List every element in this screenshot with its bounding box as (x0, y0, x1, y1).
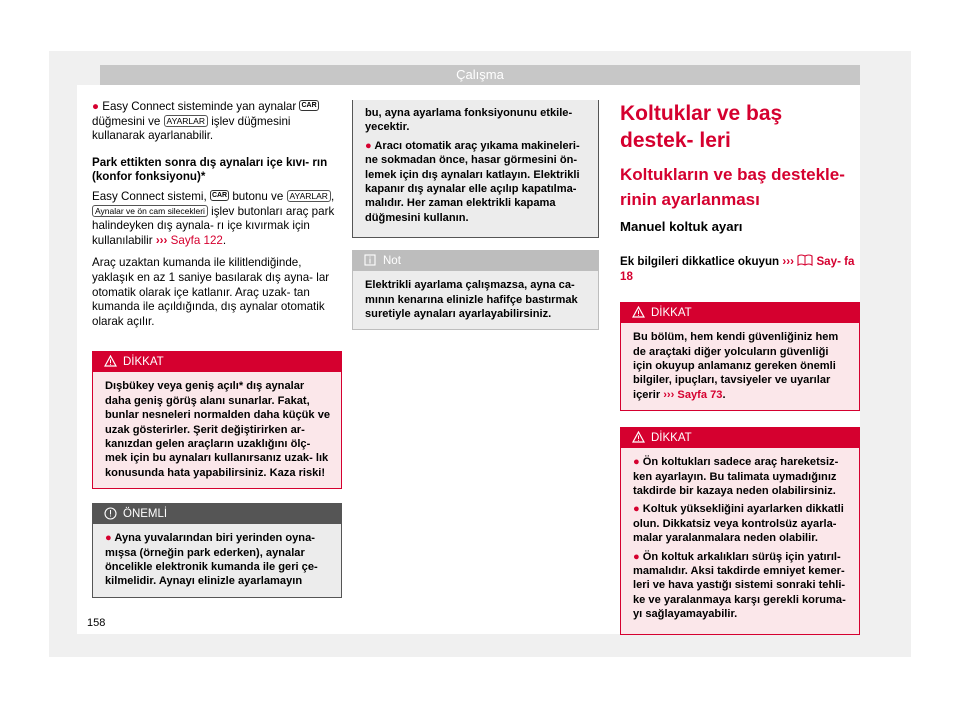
text: . (222, 233, 227, 247)
note-title: Not (383, 255, 401, 268)
important-box-continued (352, 100, 599, 238)
note-header (353, 251, 598, 271)
page-number: 158 (87, 617, 106, 629)
warning-body (621, 448, 859, 633)
text: düğmesini ve (92, 114, 161, 128)
note-icon (364, 254, 376, 266)
text: işlev butonları araç park halindeyken dış aynala- rı içe kıvırmak için kullanılabilir (92, 204, 335, 247)
bullet: ● (633, 456, 640, 469)
list-item-text: Ön koltuk arkalıkları sürüş için yatırıl- mamalıdır. Aksi takdirde emniyet kemer- leri ve hava yastığı sistemi sonraki tehli- ke ve yaralanmaya karşı gerekli koruma- yı sağlayamayabilir. (633, 550, 846, 621)
settings-key: AYARLAR (164, 115, 208, 127)
text: Easy Connect sistemi, (92, 189, 207, 203)
reference-arrow: ››› (155, 233, 168, 247)
bullet: ● (633, 503, 640, 516)
warning-box (620, 427, 860, 634)
list-item-text: Koltuk yüksekliğini ayarlarken dikkatli olun. Dikkatsiz veya kontrolsüz ayarla- malar yaralanmalara neden olabilir. (633, 503, 844, 545)
warning-text: Dışbükey veya geniş açılı* dış aynalar daha geniş görüş alanı sunarlar. Fakat, bunlar nesneleri normalden daha küçük ve uzak gösterirler. Şerit değiştirirken ar- kanızdan gelen araçların uzaklığını ölç- mek için bu aynaları kullanırsanız uzak- lık konusunda hata yapabilirsiniz. Kaza riski! (93, 372, 341, 488)
warning-triangle-icon (104, 355, 117, 367)
warning-body (621, 323, 859, 410)
car-button-icon: CAR (301, 102, 317, 109)
mirrors-wipers-key: Aynalar ve ön cam silecekleri (92, 205, 208, 217)
list-item-text: Ön koltukları sadece araç hareketsiz- ken ayarlayın. Bu talimata uymadığınız takdirde bir kazaya neden olabilirsiniz. (633, 456, 839, 498)
paragraph-easy-connect (92, 100, 342, 144)
important-continued-body (353, 100, 598, 237)
list-item (633, 502, 849, 545)
important-header (93, 504, 341, 524)
text: Easy Connect sisteminde yan aynalar (102, 100, 297, 113)
list-item (633, 550, 849, 622)
warning-text: Bu bölüm, hem kendi güvenliğiniz hem de araçtaki diğer yolcuların güvenliği için okuyup anlamanız gereken önemli bilgiler, ipuçları, tavsiyeler ve uyarılar içerir (633, 331, 839, 401)
note-text: Elektrikli ayarlama çalışmazsa, ayna ca- mının kenarına elinizle hafifçe bastırmak suretiyle aynaları ayarlayabilirsiniz. (353, 271, 598, 329)
warning-box (620, 302, 860, 411)
bullet-text: Aracı otomatik araç yıkama makineleri- ne sokmadan önce, hasar görmesini ön- lemek için dış aynaları katlayın. Elektrikli kapanır dış aynalar elle açılıp kapatılma- malıdır. Her zaman elektrikli kapama düğmesini kullanın. (365, 139, 580, 224)
section-header: Çalışma (100, 65, 860, 85)
warning-header (621, 303, 859, 323)
note-box (352, 250, 599, 330)
reference-arrow: ››› (663, 388, 675, 401)
section-title: Koltukların ve baş destekle- rinin ayarlanması (620, 165, 845, 209)
text: Ek bilgileri dikkatlice okuyun (620, 255, 780, 268)
important-box (92, 503, 342, 598)
page-reference-link[interactable]: Sayfa 122 (170, 233, 223, 247)
warning-title: DİKKAT (123, 356, 164, 369)
warning-triangle-icon (632, 431, 645, 443)
warning-header (93, 352, 341, 372)
bullet: ● (365, 139, 372, 152)
info-reference (620, 254, 860, 284)
paragraph-comfort-function (92, 190, 342, 248)
column-3 (620, 100, 860, 635)
car-button-icon: CAR (211, 191, 228, 199)
column-2 (352, 100, 599, 330)
text: , (330, 189, 335, 203)
bullet: ● (105, 532, 112, 545)
subsection-title: Manuel koltuk ayarı (620, 219, 743, 234)
warning-triangle-icon (632, 306, 645, 318)
book-icon (797, 254, 813, 266)
bullet: ● (633, 550, 640, 563)
text: . (722, 388, 726, 401)
list-item (633, 455, 849, 498)
warning-title: DİKKAT (651, 307, 692, 320)
paragraph-remote: Araç uzaktan kumanda ile kilitlendiğinde, yaklaşık en az 1 saniye basılarak dış ayna- lar otomatik olarak içe katlanır. Araç uzak- tan kumanda ile açıldığında, dış aynalar otomatik olarak açılır. (92, 256, 330, 328)
subheading-parking: Park ettikten sonra dış aynaları içe kıvı- rın (konfor fonksiyonu)* (92, 155, 328, 184)
info-circle-icon (104, 507, 117, 520)
important-text: Ayna yuvalarından biri yerinden oyna- mışsa (örneğin park ederken), aynalar öncelikle elektronik kumanda ile geri çe- kilmelidir. Aynayı elinizle ayarlamayın (105, 532, 318, 588)
reference-arrow: ››› (782, 255, 794, 268)
bullet-item (365, 139, 588, 225)
continued-text: bu, ayna ayarlama fonksiyonunu etkile- yecektir. (365, 107, 573, 134)
warning-box (92, 351, 342, 489)
column-1 (92, 100, 342, 598)
warning-header (621, 428, 859, 448)
important-title: ÖNEMLİ (123, 508, 168, 521)
warning-title: DİKKAT (651, 432, 692, 445)
page-reference-link[interactable]: Sayfa 73 (677, 388, 723, 401)
page-reference-link[interactable]: Say- fa 18 (620, 255, 855, 283)
chapter-title: Koltuklar ve baş destek- leri (620, 102, 783, 152)
bullet: ● (92, 100, 100, 113)
text: butonu ve (232, 189, 284, 203)
settings-key: AYARLAR (287, 190, 331, 202)
important-body (93, 524, 341, 597)
text: işlev düğmesini kullanarak ayarlanabilir. (92, 114, 291, 143)
